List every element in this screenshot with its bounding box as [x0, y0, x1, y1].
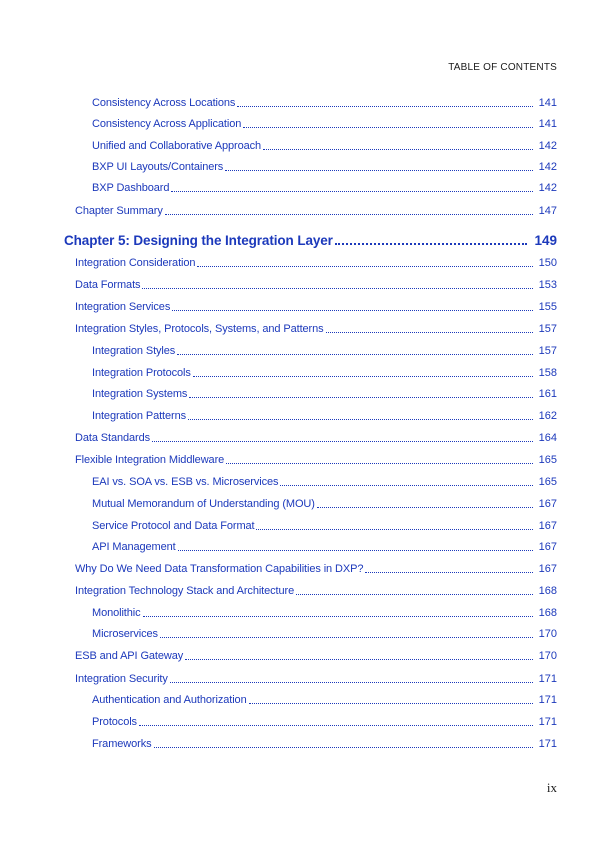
- toc-entry-title: Chapter 5: Designing the Integration Layer: [64, 233, 333, 248]
- toc-entry-page-number: 157: [538, 345, 557, 357]
- toc-entry[interactable]: [92, 688, 557, 706]
- toc-entry-title: BXP UI Layouts/Containers: [92, 161, 224, 173]
- toc-entry-page-number: 171: [538, 738, 557, 750]
- toc-entry-page-number: 142: [538, 140, 557, 152]
- toc-entry-title: Consistency Across Locations: [92, 97, 236, 109]
- toc-entry-title: Unified and Collaborative Approach: [92, 140, 262, 152]
- toc-entry-page-number: 168: [538, 607, 557, 619]
- toc-entry-page-number: 157: [538, 323, 557, 335]
- toc-entry-page-number: 165: [538, 476, 557, 488]
- toc-entry-page-number: 141: [538, 118, 557, 130]
- dot-leader: [226, 462, 533, 464]
- dot-leader: [143, 615, 533, 617]
- toc-entry[interactable]: [92, 91, 557, 109]
- toc-entry[interactable]: [92, 710, 557, 728]
- dot-leader: [197, 265, 533, 267]
- toc-entry[interactable]: [75, 199, 557, 217]
- toc-entry-title: Integration Styles, Protocols, Systems, and Patterns: [75, 323, 324, 335]
- toc-entry[interactable]: [75, 557, 557, 575]
- toc-entry-title: Integration Technology Stack and Architecture: [75, 585, 295, 597]
- dot-leader: [160, 636, 533, 638]
- toc-entry-page-number: 165: [538, 454, 557, 466]
- toc-entry-title: Data Standards: [75, 432, 151, 444]
- toc-entry-page-number: 167: [538, 498, 557, 510]
- dot-leader: [152, 440, 533, 442]
- toc-entry-title: Why Do We Need Data Transformation Capabilities in DXP?: [75, 563, 364, 575]
- dot-leader: [335, 242, 527, 245]
- toc-entry[interactable]: [92, 339, 557, 357]
- toc-entry-page-number: 158: [538, 367, 557, 379]
- toc-entry[interactable]: [75, 251, 557, 269]
- toc-entry-page-number: 147: [538, 205, 557, 217]
- toc-entry-page-number: 171: [538, 694, 557, 706]
- dot-leader: [365, 571, 533, 573]
- dot-leader: [237, 105, 533, 107]
- toc-entry-page-number: 170: [538, 650, 557, 662]
- running-head: TABLE OF CONTENTS: [448, 62, 557, 73]
- toc-entry-page-number: 168: [538, 585, 557, 597]
- toc-entry-page-number: 170: [538, 628, 557, 640]
- toc-entry-page-number: 164: [538, 432, 557, 444]
- toc-entry-title: Integration Patterns: [92, 410, 187, 422]
- toc-entry[interactable]: [92, 622, 557, 640]
- toc-entry[interactable]: [92, 382, 557, 400]
- toc-entry[interactable]: [75, 448, 557, 466]
- toc-entry[interactable]: [75, 667, 557, 685]
- toc-entry[interactable]: [92, 492, 557, 510]
- toc-entry[interactable]: [92, 112, 557, 130]
- toc-entry-page-number: 171: [538, 716, 557, 728]
- toc-entry-title: Integration Services: [75, 301, 171, 313]
- toc-entry-page-number: 171: [538, 673, 557, 685]
- dot-leader: [225, 169, 533, 171]
- toc-entry[interactable]: [75, 295, 557, 313]
- dot-leader: [189, 396, 533, 398]
- dot-leader: [177, 353, 533, 355]
- toc-entry-page-number: 142: [538, 161, 557, 173]
- dot-leader: [280, 484, 533, 486]
- toc-entry[interactable]: [75, 317, 557, 335]
- toc-entry[interactable]: [92, 404, 557, 422]
- toc-entry-title: EAI vs. SOA vs. ESB vs. Microservices: [92, 476, 279, 488]
- toc-entry[interactable]: [92, 176, 557, 194]
- toc-entry-title: API Management: [92, 541, 176, 553]
- toc-entry[interactable]: [92, 535, 557, 553]
- dot-leader: [170, 681, 533, 683]
- dot-leader: [193, 375, 533, 377]
- dot-leader: [243, 126, 533, 128]
- toc-entry[interactable]: [92, 155, 557, 173]
- toc-entry[interactable]: [75, 579, 557, 597]
- toc-entry-page-number: 153: [538, 279, 557, 291]
- dot-leader: [139, 724, 533, 726]
- toc-entry-page-number: 149: [534, 233, 557, 248]
- dot-leader: [185, 658, 533, 660]
- toc-entry-title: Chapter Summary: [75, 205, 163, 217]
- toc-entry[interactable]: [92, 601, 557, 619]
- toc-entry-page-number: 167: [538, 520, 557, 532]
- toc-entry-page-number: 141: [538, 97, 557, 109]
- toc-entry-title: Flexible Integration Middleware: [75, 454, 225, 466]
- toc-entry[interactable]: [75, 273, 557, 291]
- toc-entry-title: Integration Styles: [92, 345, 176, 357]
- toc-entry-title: ESB and API Gateway: [75, 650, 184, 662]
- toc-entry-title: Protocols: [92, 716, 137, 728]
- toc-entry-title: Consistency Across Application: [92, 118, 242, 130]
- toc-entry-title: Integration Consideration: [75, 257, 196, 269]
- dot-leader: [188, 418, 533, 420]
- toc-entry-page-number: 167: [538, 541, 557, 553]
- toc-entry-title: Data Formats: [75, 279, 141, 291]
- toc-entry-page-number: 161: [538, 388, 557, 400]
- page-number: ix: [546, 780, 557, 795]
- toc-entry-title: Integration Security: [75, 673, 168, 685]
- dot-leader: [165, 213, 533, 215]
- toc-entry[interactable]: [92, 470, 557, 488]
- dot-leader: [256, 528, 533, 530]
- dot-leader: [263, 148, 533, 150]
- toc-entry-title: Microservices: [92, 628, 158, 640]
- dot-leader: [172, 309, 533, 311]
- toc-entry-page-number: 150: [538, 257, 557, 269]
- toc-entry[interactable]: [92, 514, 557, 532]
- dot-leader: [249, 702, 533, 704]
- toc-entry-title: BXP Dashboard: [92, 182, 170, 194]
- toc-entry-page-number: 155: [538, 301, 557, 313]
- toc-entry-page-number: 162: [538, 410, 557, 422]
- toc-entry[interactable]: [75, 426, 557, 444]
- toc-entry-title: Service Protocol and Data Format: [92, 520, 255, 532]
- dot-leader: [178, 549, 533, 551]
- dot-leader: [171, 190, 533, 192]
- dot-leader: [154, 746, 533, 748]
- toc-entry-page-number: 142: [538, 182, 557, 194]
- dot-leader: [296, 593, 533, 595]
- toc-entry-title: Frameworks: [92, 738, 152, 750]
- toc-entry[interactable]: [92, 732, 557, 750]
- toc-entry-title: Mutual Memorandum of Understanding (MOU): [92, 498, 315, 510]
- toc-entry[interactable]: [92, 361, 557, 379]
- toc-entry-title: Monolithic: [92, 607, 141, 619]
- toc-entry-title: Integration Systems: [92, 388, 188, 400]
- toc-chapter-entry[interactable]: [64, 228, 557, 248]
- dot-leader: [142, 287, 533, 289]
- toc-entry-title: Authentication and Authorization: [92, 694, 247, 706]
- dot-leader: [317, 506, 533, 508]
- toc-entry[interactable]: [92, 134, 557, 152]
- toc-entry[interactable]: [75, 644, 557, 662]
- toc-entry-title: Integration Protocols: [92, 367, 191, 379]
- dot-leader: [326, 331, 533, 333]
- toc-entry-page-number: 167: [538, 563, 557, 575]
